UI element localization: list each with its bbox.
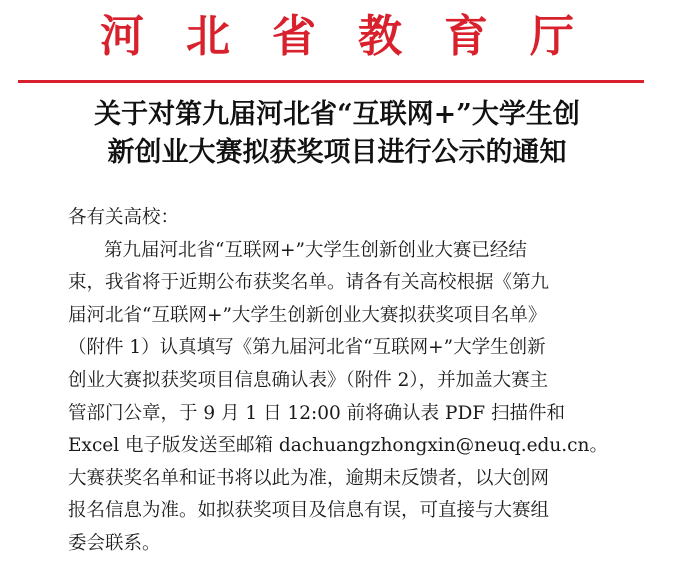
masthead-title: 河北省教育厅 [100,11,616,62]
notice-title [0,96,674,172]
greeting: 各有关高校： [68,207,180,228]
body-line-6: 管部门公章，于 9 月 1 日 12:00 前将确认表 PDF 扫描件和 [68,402,566,424]
masthead-divider [18,80,644,83]
body-line-9: 报名信息为准。如拟获奖项目及信息有误，可直接与大赛组 [68,500,550,522]
body-line-1: 第九届河北省“互联网+”大学生创新创业大赛已经结 [104,239,527,261]
body-line-3: 届河北省“互联网+”大学生创新创业大赛拟获奖项目名单》 [68,304,547,326]
notice-title-line-2: 新创业大赛拟获奖项目进行公示的通知 [107,137,567,168]
body-line-7: Excel 电子版发送至邮箱 dachuangzhongxin@neuq.edu.cn。 [68,435,608,457]
body-line-8: 大赛获奖名单和证书将以此为准，逾期未反馈者，以大创网 [68,467,550,489]
notice-title-line-1: 关于对第九届河北省“互联网+”大学生创 [94,99,580,130]
body-line-5: 创业大赛拟获奖项目信息确认表》（附件 2），并加盖大赛主 [68,369,549,391]
body-line-2: 束，我省将于近期公布获奖名单。请各有关高校根据《第九 [68,272,550,294]
body-line-4: （附件 1）认真填写《第九届河北省“互联网+”大学生创新 [68,337,546,359]
notice-body [0,202,674,561]
body-line-10: 委会联系。 [68,532,161,554]
